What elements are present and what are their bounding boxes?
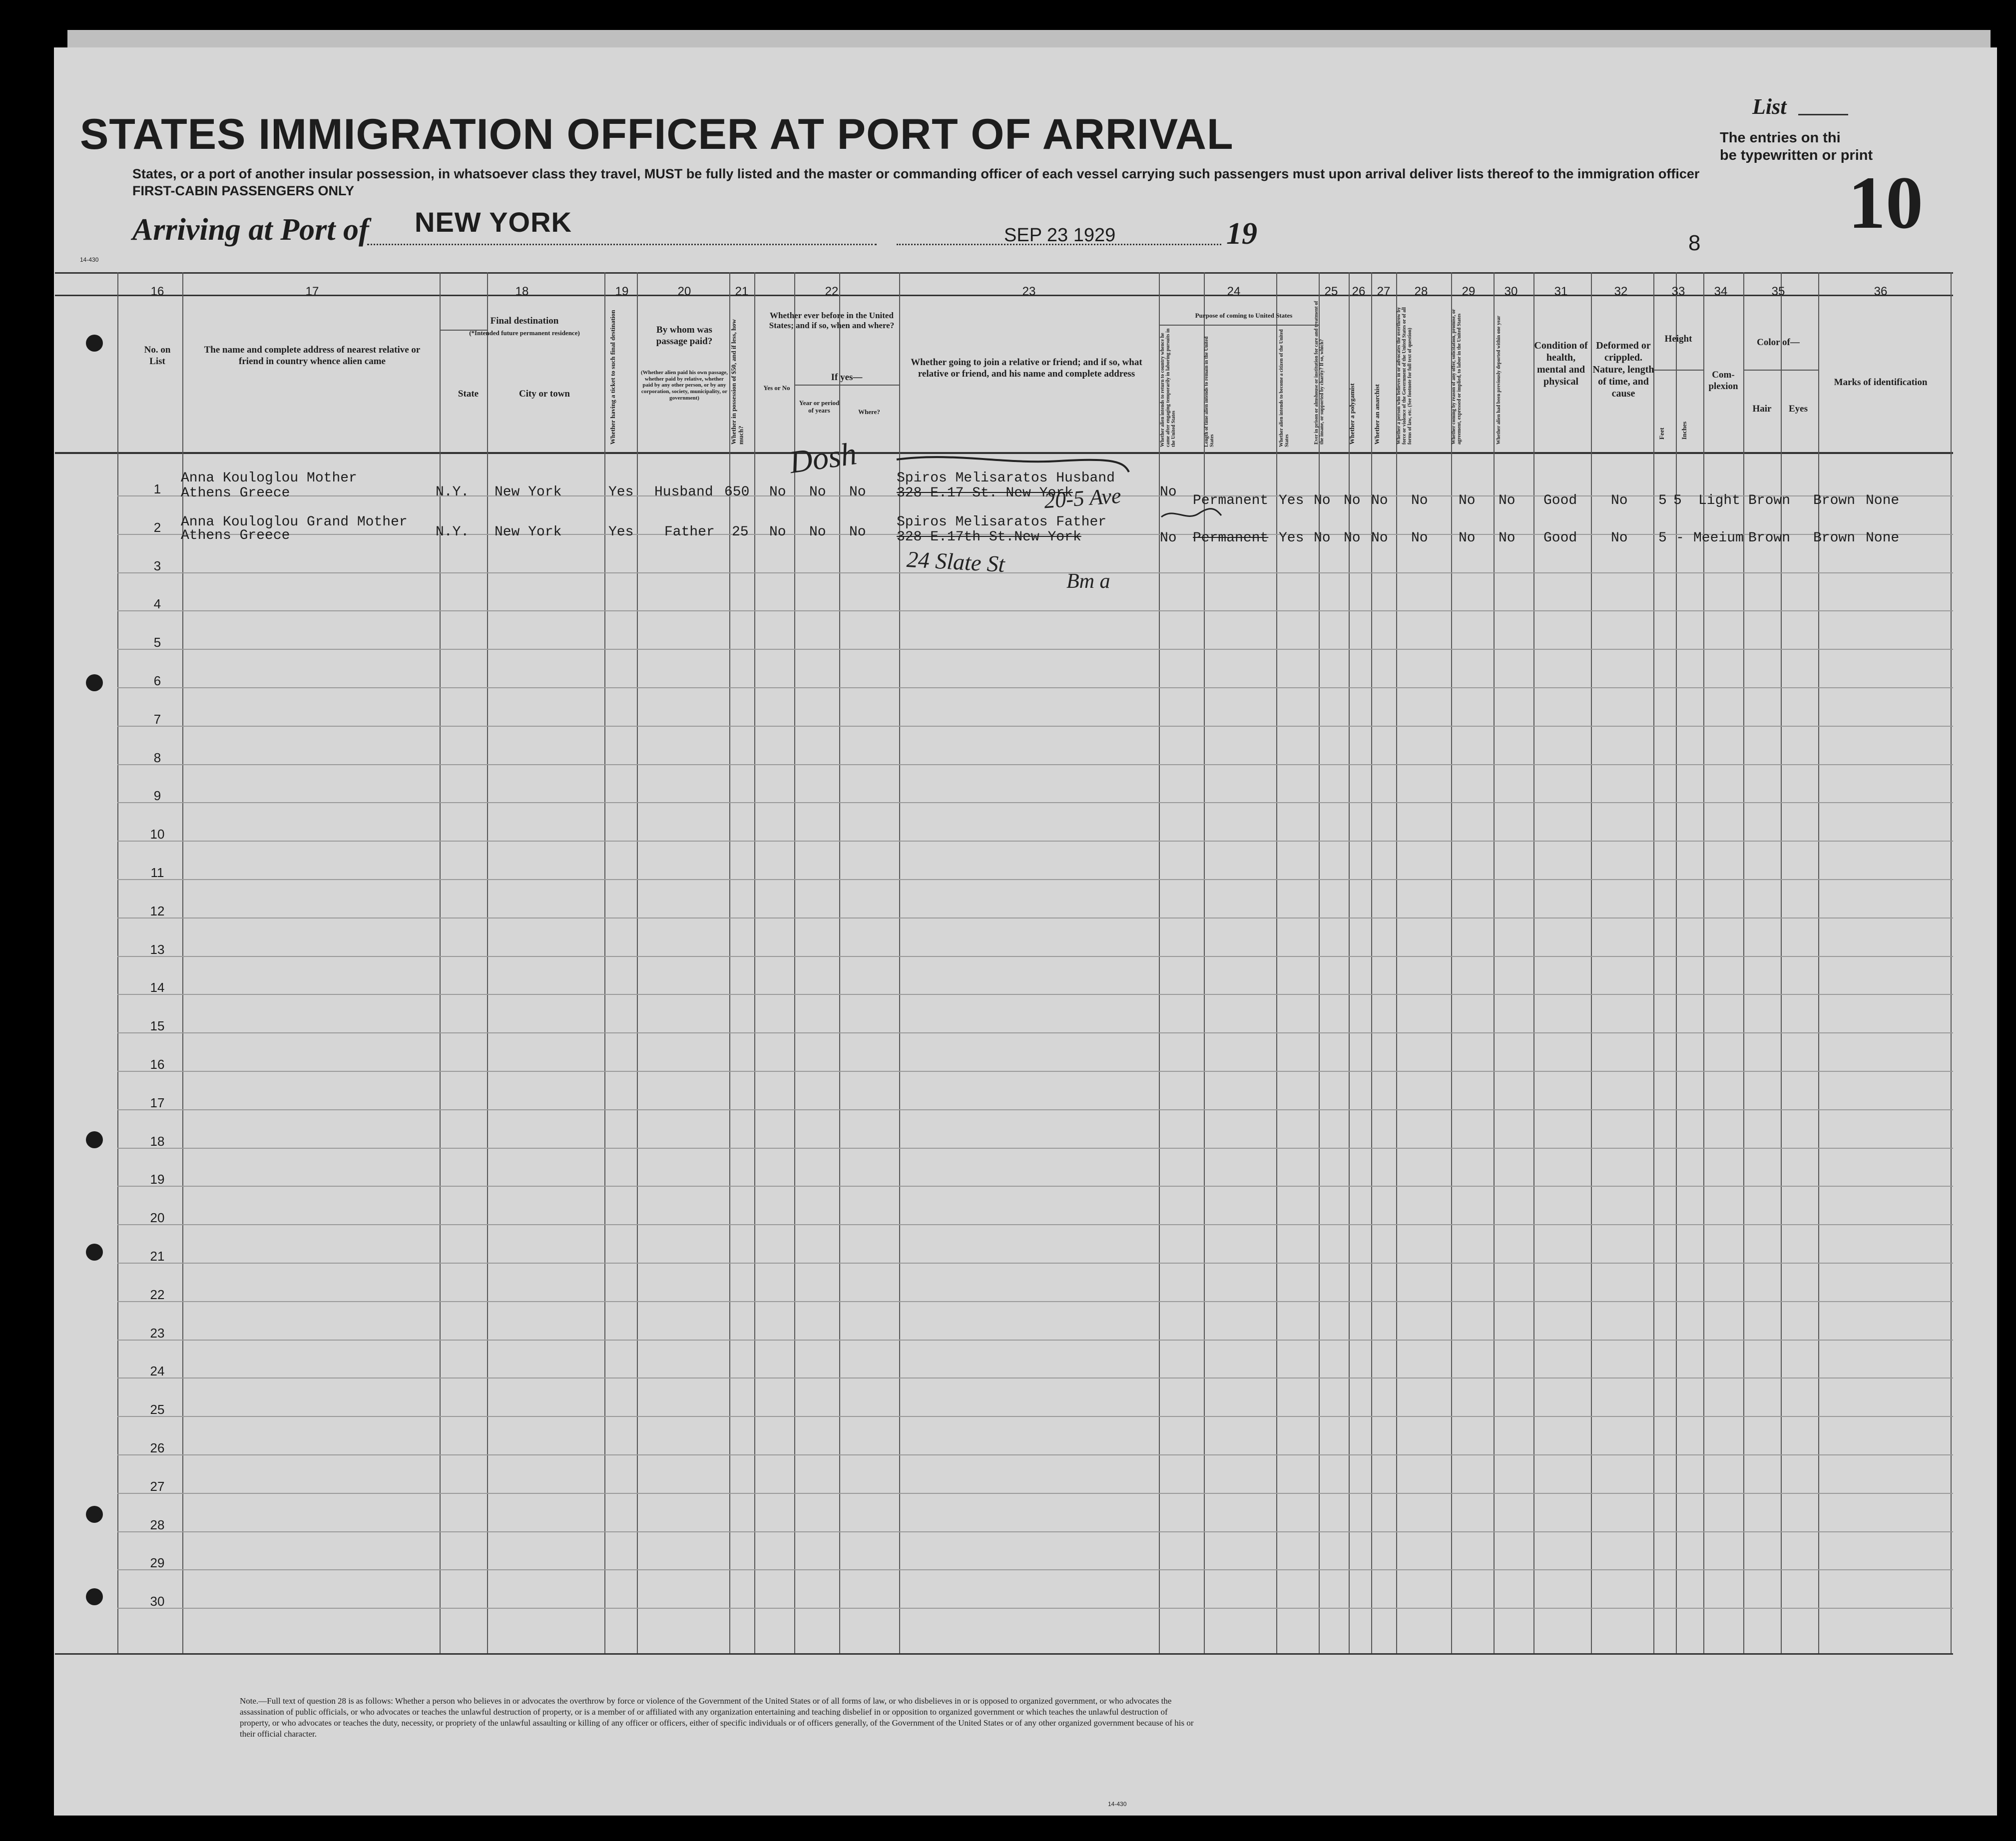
colnum-22: 22 (825, 285, 839, 298)
header-sub-rule (1653, 370, 1703, 371)
column-rule (487, 272, 488, 1653)
column-rule (1349, 272, 1350, 1653)
row-rule (117, 1454, 1953, 1455)
row-number: 20 (150, 1210, 165, 1226)
column-rule (1451, 272, 1452, 1653)
hdr-feet: Feet (1658, 428, 1665, 440)
hdr-eyes: Eyes (1789, 404, 1808, 414)
row-rule (117, 1493, 1953, 1494)
hdr-ticket: Whether having a ticket to such final destination (609, 310, 616, 445)
entry-2-deformed: No (1611, 530, 1628, 546)
row-number: 27 (150, 1478, 165, 1494)
hdr-if-yes: If yes— (831, 372, 863, 383)
entries-note-1: The entries on thi (1720, 130, 1841, 146)
hdr-purpose-citizen: Whether alien intends to become a citizen of the United States (1279, 329, 1290, 447)
entry-1-marks: None (1866, 493, 1900, 508)
row-rule (117, 1263, 1953, 1264)
entry-2-anarchist: No (1371, 530, 1388, 546)
row-number: 9 (153, 788, 161, 804)
colnum-34: 34 (1714, 285, 1728, 298)
handwritten-note-4: Bm a (1066, 570, 1110, 593)
hdr-complexion: Com- plexion (1708, 370, 1738, 392)
row-number: 8 (153, 750, 161, 765)
row-number: 10 (150, 827, 165, 842)
hdr-purpose-length: Length of time alien intends to remain in the United States (1204, 336, 1215, 447)
list-label: List (1752, 94, 1787, 119)
entry-2-citizen: Yes (1279, 530, 1304, 546)
entry-1-eyes: Brown (1813, 493, 1856, 508)
entry-2-q29: No (1459, 530, 1476, 546)
footer-form-code: 14-430 (1108, 1801, 1127, 1808)
row-rule (117, 726, 1953, 727)
entry-2-city: New York (495, 524, 562, 540)
entry-2-year: No (809, 524, 826, 540)
entry-1-inches: 5 (1673, 493, 1682, 508)
manifest-sheet (54, 47, 1997, 1816)
page-title: STATES IMMIGRATION OFFICER AT PORT OF ARRIVAL (80, 110, 1234, 158)
hdr-purpose: Purpose of coming to United States (1195, 312, 1293, 319)
column-rule (729, 272, 730, 1653)
entry-1-hair: Brown (1748, 493, 1791, 508)
hdr-passage-note: (Whether alien paid his own passage, whether paid by relative, whether paid by any other person, or by any corporation, society, municipality, or government) (641, 370, 728, 401)
row-number: 23 (150, 1325, 165, 1341)
row-rule (117, 1071, 1953, 1072)
hdr-prison: Ever in prison or almshouse or institution for care and treatment of the insane, or supported by charity? If so, which? (1314, 301, 1325, 445)
entry-1-q30: No (1499, 493, 1515, 508)
entry-1-year: No (809, 484, 826, 500)
colnum-21: 21 (735, 285, 749, 298)
row-rule (117, 879, 1953, 880)
row-number: 26 (150, 1440, 165, 1455)
table-top-rule (55, 272, 1953, 274)
binder-hole (86, 1506, 103, 1523)
column-rule (604, 272, 605, 1653)
arriving-label: Arriving at Port of (132, 213, 369, 247)
column-rule (1159, 272, 1160, 1653)
column-rule (1951, 272, 1952, 1653)
row-number: 3 (153, 558, 161, 573)
hdr-ever-before: Whether ever before in the United States; and if so, when and where? (769, 311, 895, 331)
row-rule (117, 956, 1953, 957)
row-number: 17 (150, 1095, 165, 1110)
entry-1-complexion: Light (1698, 493, 1741, 508)
column-rule (1818, 272, 1819, 1653)
entry-1-ticket: Yes (608, 484, 634, 500)
entries-note-2: be typewritten or print (1720, 147, 1873, 163)
row-number: 14 (150, 980, 165, 995)
row-rule (117, 1109, 1953, 1110)
row-rule (117, 1032, 1953, 1033)
hdr-height: Height (1664, 334, 1692, 344)
entry-1-q29: No (1459, 493, 1476, 508)
row-rule (117, 802, 1953, 803)
binder-hole (86, 1131, 103, 1148)
entry-1-where: No (849, 484, 866, 500)
row-number: 11 (150, 865, 164, 880)
page-edge-shadow (67, 30, 1991, 50)
entry-2-paid-by: Father (664, 524, 715, 540)
entry-1-polygamist: No (1344, 493, 1361, 508)
column-rule (637, 272, 638, 1653)
handwritten-note-1: Dosh (787, 435, 859, 480)
port-underline (367, 244, 877, 245)
entry-1-health: Good (1543, 493, 1577, 508)
row-number: 2 (153, 519, 161, 535)
entry-2-before: No (769, 524, 786, 540)
row-number: 22 (150, 1287, 165, 1302)
row-number: 24 (150, 1364, 165, 1379)
hdr-q29: Whether coming by reason of any offer, solicitation, promise, or agreement, expressed or implied, to labor in the United States (1451, 309, 1462, 445)
colnum-35: 35 (1771, 285, 1785, 298)
entry-2-join-line1: Spiros Melisaratos Father (897, 514, 1107, 530)
row-number: 6 (153, 673, 161, 688)
colnum-27: 27 (1377, 285, 1391, 298)
entry-1-city: New York (495, 484, 562, 500)
column-rule (1743, 272, 1744, 1653)
hdr-relative-address: The name and complete address of nearest relative or friend in country whence alien came (204, 345, 421, 367)
row-rule (117, 1148, 1953, 1149)
binder-hole (86, 674, 103, 691)
hdr-q28: Whether a person who believes in or advocates the overthrow by force or violence of the Government of the United States or of all forms of law, etc. (See footnote for full text of question) (1396, 307, 1413, 445)
hdr-join-relative: Whether going to join a relative or friend; and if so, what relative or friend, and his name and complete address (911, 357, 1142, 379)
colnum-18: 18 (515, 285, 529, 298)
entry-2-q30: No (1499, 530, 1515, 546)
entry-2-prison: No (1314, 530, 1331, 546)
entry-2-return: No (1160, 530, 1177, 546)
entry-1-citizen: Yes (1279, 493, 1304, 508)
row-rule (117, 572, 1953, 573)
handwritten-note-2: 20-5 Ave (1043, 483, 1122, 513)
row-rule (117, 1416, 1953, 1417)
entry-1-state: N.Y. (436, 484, 470, 500)
hdr-final-destination: Final destination (490, 316, 559, 326)
entry-1-relative-line1: Anna Kouloglou Mother (181, 470, 357, 486)
row-rule (117, 1569, 1953, 1570)
row-rule (117, 610, 1953, 611)
hdr-where: Where? (858, 408, 880, 416)
row-number: 18 (150, 1133, 165, 1149)
column-rule (1591, 272, 1592, 1653)
row-number: 13 (150, 941, 165, 957)
handwritten-stroke-2 (1159, 504, 1224, 524)
colnum-31: 31 (1554, 285, 1568, 298)
row-number: 25 (150, 1402, 165, 1417)
entry-1-join-line2: 328 E.17 St. New York (897, 485, 1073, 501)
hdr-health: Condition of health, mental and physical (1534, 340, 1588, 387)
entry-2-polygamist: No (1344, 530, 1361, 546)
entry-2-complexion: Meeium (1693, 530, 1744, 546)
column-rule (117, 272, 118, 1653)
entry-2-money: 25 (732, 524, 749, 540)
row-rule (117, 1340, 1953, 1341)
handwritten-stroke-1 (894, 447, 1134, 482)
entry-1-feet: 5 (1658, 493, 1667, 508)
row-rule (117, 1186, 1953, 1187)
hdr-hair: Hair (1752, 404, 1772, 414)
column-rule (1781, 272, 1782, 1653)
entry-1-return: No (1160, 484, 1177, 500)
binder-hole (86, 1588, 103, 1605)
entry-2-marks: None (1866, 530, 1900, 546)
hdr-no-on-list: No. on List (144, 345, 171, 367)
colnum-20: 20 (677, 285, 691, 298)
binder-hole (86, 1244, 103, 1261)
column-rule (839, 272, 840, 1653)
row-number: 21 (150, 1249, 165, 1264)
row-number: 28 (150, 1517, 165, 1532)
row-rule (117, 841, 1953, 842)
hdr-polygamist: Whether a polygamist (1348, 383, 1356, 445)
colnum-23: 23 (1022, 285, 1036, 298)
entry-1-paid-by: Husband (654, 484, 713, 500)
colnum-16: 16 (150, 285, 164, 298)
hdr-inches: Inches (1680, 421, 1688, 440)
entry-1-anarchist: No (1371, 493, 1388, 508)
form-code: 14-430 (80, 256, 99, 263)
hdr-anarchist: Whether an anarchist (1373, 384, 1381, 445)
hdr-city: City or town (518, 389, 570, 399)
handwritten-note-3: 24 Slate St (906, 546, 1006, 577)
row-rule (117, 994, 1953, 995)
page-subtitle: States, or a port of another insular possession, in whatsoever class they travel, MUST be fully listed and the master or commanding officer of each vessel carrying such passengers must upon arrival deliver lists thereof to the immigration officer (132, 166, 1700, 181)
column-rule (754, 272, 755, 1653)
row-rule (117, 1224, 1953, 1225)
colnum-29: 29 (1462, 285, 1476, 298)
hdr-possession: Whether in possession of $50, and if less, how much? (730, 319, 745, 445)
row-number: 4 (153, 596, 161, 612)
hdr-q30: Whether alien had been previously deported within one year (1496, 316, 1502, 445)
row-rule (117, 687, 1953, 688)
sheet-number: 8 (1688, 231, 1701, 255)
row-rule (117, 649, 1953, 650)
column-rule (1676, 272, 1677, 1653)
footnote-question-28: Note.—Full text of question 28 is as follows: Whether a person who believes in or advocates the overthrow by force or violence of the Government of the United States or of all forms of law, or who disbelieves in or is opposed to organized government, or who advocates the assassination of public officials, or who advocates or teaches the unlawful destruction of property, or is a member of or affiliated with any organization entertaining and teaching disbelief in or opposition to organized government or which teaches the unlawful destruction of property, or who advocates or teaches the duty, necessity, or propriety of the unlawful assaulting or killing of any officer or officers, either of specific individuals or of officers generally, of the Government of the United States or of any other organized government because of his or their official character. (240, 1696, 1194, 1739)
table-bottom-rule (55, 1653, 1953, 1655)
header-sub-rule (794, 385, 899, 386)
row-rule (117, 1608, 1953, 1609)
entry-2-relative-line1: Anna Kouloglou Grand Mother (181, 514, 408, 530)
column-rule (1533, 272, 1534, 1653)
header-sub-rule (1743, 370, 1818, 371)
row-number: 1 (153, 481, 161, 496)
entry-2-eyes: Brown (1813, 530, 1856, 546)
row-number: 19 (150, 1172, 165, 1187)
column-rule (1319, 272, 1320, 1653)
row-rule (117, 1531, 1953, 1532)
colnum-32: 32 (1614, 285, 1628, 298)
colnum-30: 30 (1504, 285, 1518, 298)
row-number: 16 (150, 1057, 165, 1072)
colnum-19: 19 (615, 285, 629, 298)
year-prefix: 19 (1226, 217, 1257, 251)
column-rule (1653, 272, 1654, 1653)
hdr-year-period: Year or period of years (799, 399, 840, 414)
colnum-33: 33 (1671, 285, 1685, 298)
entry-1-relative-line2: Athens Greece (181, 485, 290, 501)
entry-2-relative-line2: Athens Greece (181, 528, 290, 543)
entry-2-ticket: Yes (608, 524, 634, 540)
hdr-yes-no: Yes or No (763, 384, 790, 392)
row-rule (117, 1378, 1953, 1379)
hdr-marks: Marks of identification (1834, 377, 1928, 388)
row-number: 5 (153, 635, 161, 650)
entry-1-prison: No (1314, 493, 1331, 508)
entry-2-length: Permanent (1193, 530, 1269, 546)
entry-2-state: N.Y. (436, 524, 470, 540)
entry-1-before: No (769, 484, 786, 500)
column-rule (1371, 272, 1372, 1653)
entry-1-deformed: No (1611, 493, 1628, 508)
entry-2-hair: Brown (1748, 530, 1791, 546)
hdr-purpose-return: Whether alien intends to return to country whence he came after engaging temporarily in laboring pursuits in the United States (1160, 328, 1176, 447)
row-number: 29 (150, 1555, 165, 1571)
row-rule (117, 1301, 1953, 1302)
entry-1-money: 650 (724, 484, 750, 500)
list-number: 10 (1848, 161, 1923, 244)
colnum-36: 36 (1874, 285, 1888, 298)
row-number: 15 (150, 1018, 165, 1034)
row-rule (117, 764, 1953, 765)
row-number: 30 (150, 1594, 165, 1609)
colnum-26: 26 (1352, 285, 1366, 298)
row-number: 12 (150, 903, 165, 919)
column-rule (1396, 272, 1397, 1653)
colnum-17: 17 (305, 285, 319, 298)
entry-2-q28: No (1411, 530, 1428, 546)
column-rule (1494, 272, 1495, 1653)
hdr-state: State (458, 389, 479, 399)
entry-1-length: Permanent (1193, 493, 1269, 508)
column-number-rule (55, 295, 1953, 296)
column-rule (1276, 272, 1277, 1653)
cabin-class: FIRST-CABIN PASSENGERS ONLY (132, 183, 355, 198)
row-number: 7 (153, 711, 161, 727)
hdr-deformed: Deformed or crippled. Nature, length of time, and cause (1592, 340, 1654, 399)
column-rule (1204, 272, 1205, 1653)
column-rule (1703, 272, 1704, 1653)
colnum-24: 24 (1227, 285, 1241, 298)
column-rule (440, 272, 441, 1653)
port-name: NEW YORK (415, 206, 572, 238)
entry-2-join-line2: 328 E.17th St.New York (897, 529, 1081, 545)
hdr-final-destination-note: (*Intended future permanent residence) (469, 329, 580, 337)
entry-2-health: Good (1543, 530, 1577, 546)
colnum-25: 25 (1324, 285, 1338, 298)
hdr-color-of: Color of— (1757, 337, 1800, 348)
hdr-passage-paid: By whom was passage paid? (656, 325, 713, 347)
entry-2-inches: - (1676, 530, 1684, 546)
list-underline (1798, 114, 1848, 115)
date-stamp: SEP 23 1929 (1004, 225, 1116, 246)
entry-1-join-line1: Spiros Melisaratos Husband (897, 470, 1115, 486)
entry-2-where: No (849, 524, 866, 540)
entry-2-feet: 5 (1658, 530, 1667, 546)
binder-hole (86, 335, 103, 352)
row-rule (117, 918, 1953, 919)
colnum-28: 28 (1414, 285, 1428, 298)
entry-1-q28: No (1411, 493, 1428, 508)
